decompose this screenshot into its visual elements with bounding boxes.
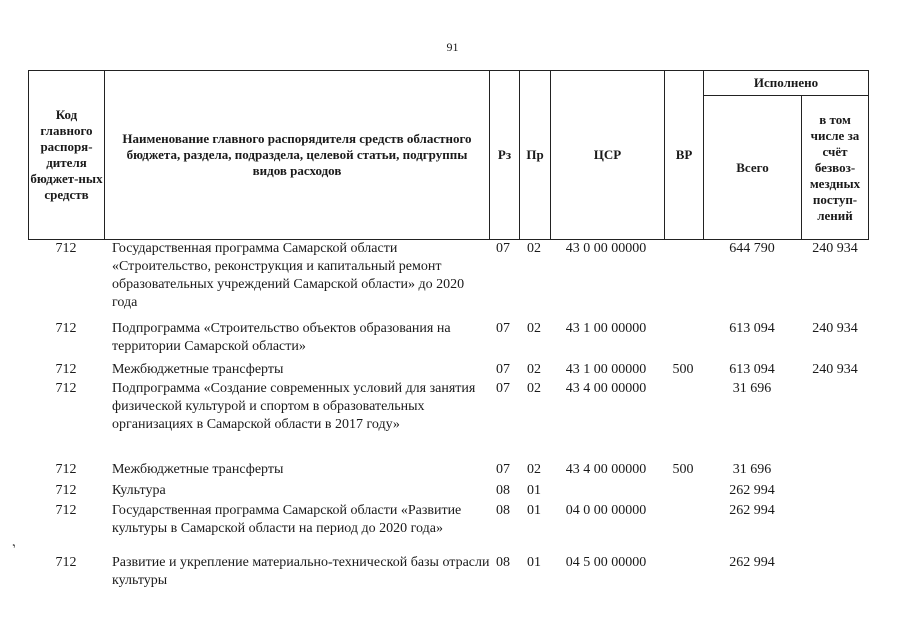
header-csr: ЦСР — [593, 147, 622, 162]
row-rz: 07 — [496, 241, 510, 256]
header-code: Код главного распоря-дителя бюджет-ных средств — [30, 107, 103, 202]
row-rz: 07 — [496, 362, 510, 377]
row-total: 262 994 — [729, 555, 775, 570]
row-csr: 43 0 00 00000 — [565, 241, 647, 256]
row-total: 613 094 — [729, 362, 775, 377]
col-border — [104, 70, 105, 240]
row-name: Подпрограмма «Создание современных условий для занятия физической культурой и спортом в образовательных организациях в Самарской области в 2017 году» — [112, 381, 476, 432]
row-name: Государственная программа Самарской области «Строительство, реконструкция и капитальный ремонт образовательных учреждений Самарской области» до 2020 года — [112, 241, 465, 310]
row-code: 712 — [55, 462, 77, 477]
row-gratuitous: 240 934 — [812, 241, 858, 256]
row-pr: 01 — [527, 555, 541, 570]
row-name: Подпрограмма «Строительство объектов образования на территории Самарской области» — [112, 321, 451, 354]
row-vr: 500 — [672, 462, 694, 477]
row-rz: 07 — [496, 381, 510, 396]
row-total: 613 094 — [729, 321, 775, 336]
header-executed: Исполнено — [753, 75, 819, 90]
row-csr: 04 0 00 00000 — [565, 503, 647, 518]
row-pr: 02 — [527, 462, 541, 477]
row-pr: 01 — [527, 483, 541, 498]
row-rz: 07 — [496, 321, 510, 336]
row-name: Государственная программа Самарской области «Развитие культуры в Самарской области на период до 2020 года» — [112, 503, 462, 536]
row-total: 262 994 — [729, 503, 775, 518]
row-vr: 500 — [672, 362, 694, 377]
row-pr: 02 — [527, 381, 541, 396]
header-pr: Пр — [526, 147, 544, 162]
row-name: Развитие и укрепление материально-технической базы отрасли культуры — [112, 555, 490, 588]
row-name: Межбюджетные трансферты — [112, 462, 284, 477]
row-csr: 04 5 00 00000 — [565, 555, 647, 570]
row-csr: 43 4 00 00000 — [565, 462, 647, 477]
row-code: 712 — [55, 503, 77, 518]
header-name: Наименование главного распорядителя средств областного бюджета, раздела, подраздела, целевой статьи, подгруппы видов расходов — [122, 131, 472, 178]
row-pr: 02 — [527, 321, 541, 336]
row-rz: 07 — [496, 462, 510, 477]
row-csr: 43 1 00 00000 — [565, 362, 647, 377]
row-csr: 43 1 00 00000 — [565, 321, 647, 336]
row-gratuitous: 240 934 — [812, 321, 858, 336]
scan-speck-mark: ‚ — [6, 534, 18, 551]
table-header — [28, 70, 869, 240]
row-csr: 43 4 00 00000 — [565, 381, 647, 396]
row-code: 712 — [55, 362, 77, 377]
header-total: Всего — [736, 159, 769, 175]
row-total: 262 994 — [729, 483, 775, 498]
row-name: Межбюджетные трансферты — [112, 362, 284, 377]
header-rz: Рз — [497, 147, 512, 162]
header-incl-gratuitous: в том числе за счёт безвоз-мездных поступ-лений — [809, 111, 861, 223]
row-gratuitous: 240 934 — [812, 362, 858, 377]
row-code: 712 — [55, 241, 77, 256]
row-pr: 02 — [527, 362, 541, 377]
col-border — [868, 70, 869, 240]
row-name: Культура — [112, 483, 166, 498]
row-code: 712 — [55, 555, 77, 570]
row-code: 712 — [55, 483, 77, 498]
row-rz: 08 — [496, 483, 510, 498]
row-code: 712 — [55, 381, 77, 396]
row-total: 31 696 — [732, 462, 772, 477]
page-number: 91 — [446, 40, 459, 54]
row-total: 644 790 — [729, 241, 775, 256]
row-pr: 02 — [527, 241, 541, 256]
row-rz: 08 — [496, 555, 510, 570]
row-rz: 08 — [496, 503, 510, 518]
row-pr: 01 — [527, 503, 541, 518]
row-code: 712 — [55, 321, 77, 336]
row-total: 31 696 — [732, 381, 772, 396]
header-vr: ВР — [675, 147, 693, 162]
